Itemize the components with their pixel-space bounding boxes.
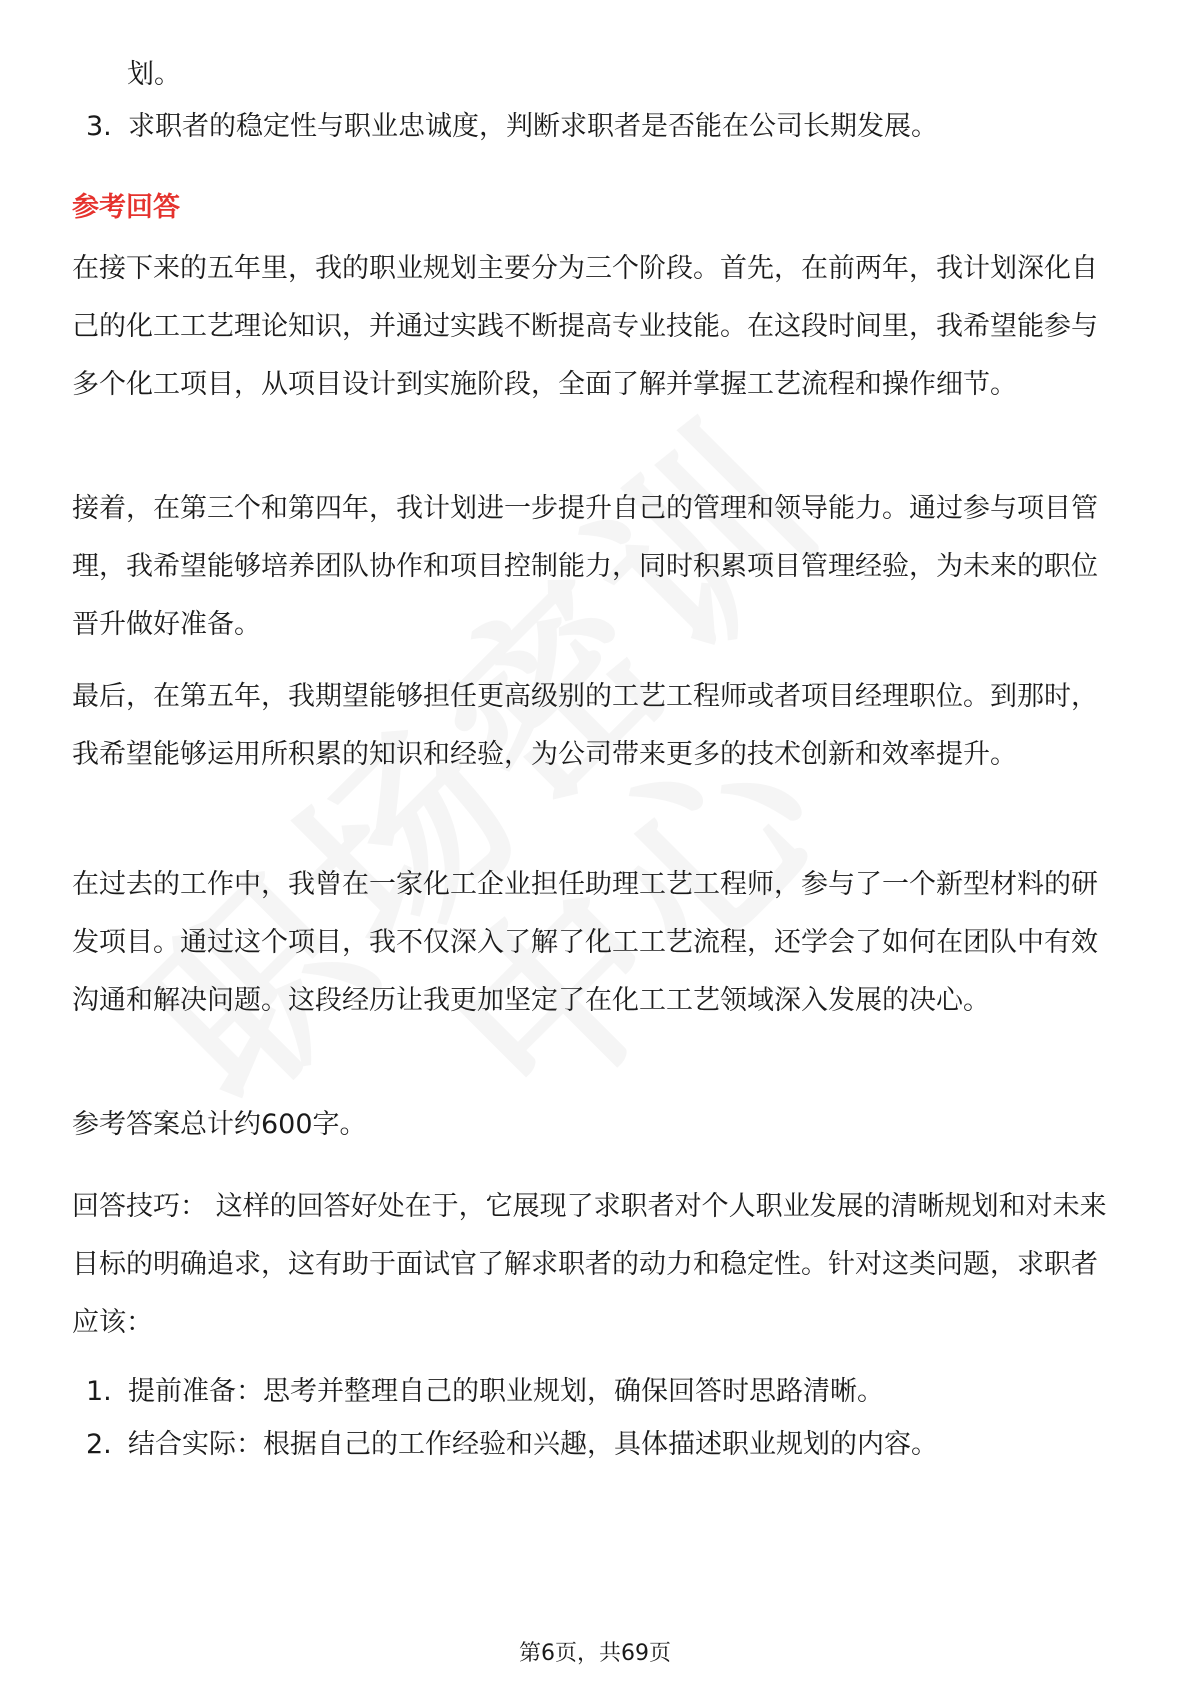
list-text: 提前准备：思考并整理自己的职业规划，确保回答时思路清晰。 [128,1376,884,1407]
list-text: 求职者的稳定性与职业忠诚度，判断求职者是否能在公司长期发展。 [128,111,938,142]
list-number: 1. [86,1376,112,1407]
paragraph: 在过去的工作中，我曾在一家化工企业担任助理工艺工程师，参与了一个新型材料的研发项目。通过这个项目，我不仅深入了解了化工工艺流程，还学会了如何在团队中有效沟通和解决问题。这段经历让我更加坚定了在化工工艺领域深入发展的决心。 [72,869,1098,1016]
page-footer: 第6页，共69页 [519,1641,671,1666]
list-number: 2. [86,1429,112,1460]
section-heading: 参考回答 [72,192,180,223]
list-number: 3. [86,111,112,142]
list-text: 结合实际：根据自己的工作经验和兴趣，具体描述职业规划的内容。 [128,1429,938,1460]
list-item [86,1363,884,1421]
continued-line: 划。 [127,59,181,90]
paragraph: 最后，在第五年，我期望能够担任更高级别的工艺工程师或者项目经理职位。到那时，我希望能够运用所积累的知识和经验，为公司带来更多的技术创新和效率提升。 [72,681,1098,770]
paragraph: 接着，在第三个和第四年，我计划进一步提升自己的管理和领导能力。通过参与项目管理，我希望能够培养团队协作和项目控制能力，同时积累项目管理经验，为未来的职位晋升做好准备。 [72,493,1098,640]
paragraph: 参考答案总计约600字。 [72,1109,367,1140]
list-item [86,1416,938,1474]
list-item [86,98,938,156]
paragraph: 在接下来的五年里，我的职业规划主要分为三个阶段。首先，在前两年，我计划深化自己的化工工艺理论知识，并通过实践不断提高专业技能。在这段时间里，我希望能参与多个化工项目，从项目设计到实施阶段，全面了解并掌握工艺流程和操作细节。 [72,253,1098,400]
paragraph: 回答技巧： 这样的回答好处在于，它展现了求职者对个人职业发展的清晰规划和对未来目标的明确追求，这有助于面试官了解求职者的动力和稳定性。针对这类问题，求职者应该： [72,1191,1107,1338]
